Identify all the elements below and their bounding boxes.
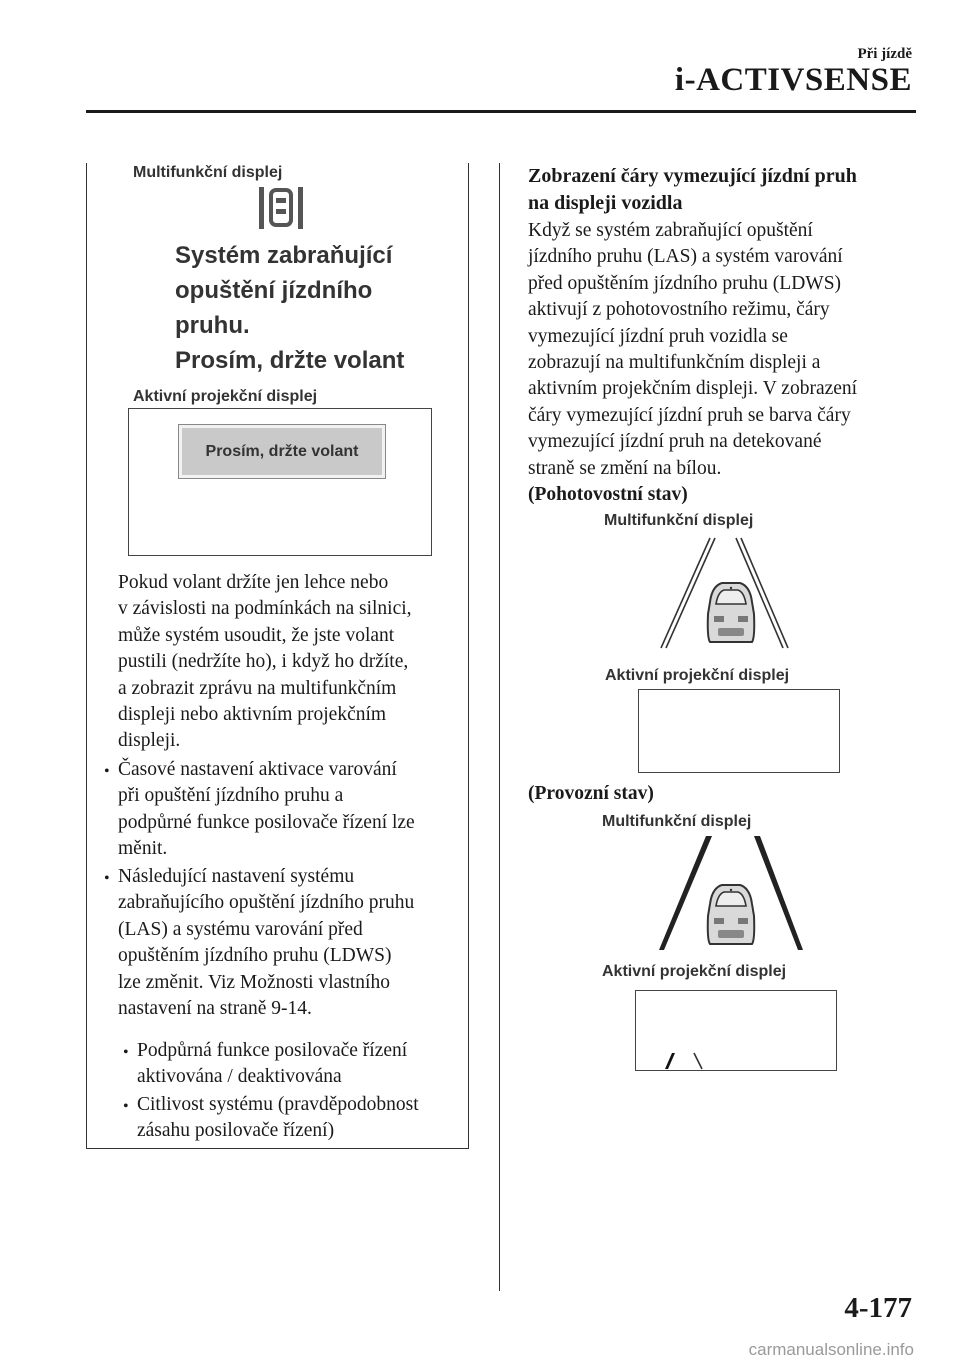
- mfd-message-line: opuštění jízdního: [175, 277, 373, 304]
- lane-keep-hands-icon: [257, 186, 305, 230]
- chapter-title: i-ACTIVSENSE: [674, 62, 912, 98]
- heading-line: Zobrazení čáry vymezující jízdní pruh: [528, 165, 857, 187]
- hud-label: Aktivní projekční displej: [602, 963, 787, 980]
- mfd-warning-message: [175, 238, 404, 378]
- hud-lane-lines-icon: [664, 1052, 706, 1070]
- standby-heading: (Pohotovostní stav): [528, 484, 688, 505]
- standby-car-lanes-icon: [660, 536, 790, 650]
- section-heading: [528, 163, 857, 217]
- text-line: měnit.: [118, 838, 168, 860]
- text-line: displeji nebo aktivním projekčním: [118, 704, 387, 726]
- text-line: opuštěním jízdního pruhu (LDWS): [118, 945, 392, 967]
- right-paragraph: [528, 218, 857, 482]
- mfd-message-line: pruhu.: [175, 312, 250, 339]
- text-line: před opuštěním jízdního pruhu (LDWS): [528, 272, 842, 294]
- text-line: Když se systém zabraňující opuštění: [528, 220, 813, 241]
- text-line: Pokud volant držíte jen lehce nebo: [118, 572, 389, 593]
- bullet-item-settings: [118, 864, 414, 1022]
- bullet-dot-icon: •: [104, 870, 110, 887]
- bullet-item-timing: [118, 757, 415, 863]
- text-line: zabraňujícího opuštění jízdního pruhu: [118, 892, 415, 914]
- mfd-label: Multifunkční displej: [133, 164, 283, 181]
- sub-bullet-dot-icon: •: [123, 1044, 129, 1061]
- heading-line: na displeji vozidla: [528, 192, 683, 214]
- text-line: lze změnit. Viz Možnosti vlastního: [118, 971, 390, 993]
- text-line: vymezující jízdní pruh vozidla se: [528, 325, 788, 347]
- sub-bullet-dot-icon: •: [123, 1098, 129, 1115]
- text-line: vymezující jízdní pruh na detekované: [528, 431, 822, 453]
- hud-warning-message: Prosím, držte volant: [179, 425, 385, 478]
- operating-heading: (Provozní stav): [528, 783, 654, 804]
- text-line: aktivována / deaktivována: [137, 1066, 342, 1088]
- operating-car-lanes-icon: [658, 834, 804, 952]
- text-line: v závislosti na podmínkách na silnici,: [118, 598, 412, 620]
- text-line: displeji.: [118, 730, 181, 752]
- sub-bullet-sensitivity: [137, 1092, 419, 1145]
- mfd-message-line: Prosím, držte volant: [175, 347, 405, 374]
- text-line: Podpůrná funkce posilovače řízení: [137, 1040, 408, 1061]
- text-line: čáry vymezující jízdní pruh se barva čáry: [528, 404, 851, 426]
- column-divider: [499, 163, 500, 1291]
- text-line: při opuštění jízdního pruhu a: [118, 785, 344, 807]
- text-line: (LAS) a systému varování před: [118, 918, 363, 940]
- hud-label: Aktivní projekční displej: [133, 388, 318, 405]
- mfd-message-line: Systém zabraňující: [175, 242, 393, 269]
- mfd-label: Multifunkční displej: [602, 813, 752, 830]
- text-line: aktivují z pohotovostního režimu, čáry: [528, 299, 830, 321]
- text-line: nastavení na straně 9-14.: [118, 998, 312, 1020]
- text-line: zobrazují na multifunkčním displeji a: [528, 352, 821, 374]
- text-line: pustili (nedržíte ho), i když ho držíte,: [118, 651, 409, 673]
- sub-bullet-assist: [137, 1038, 407, 1091]
- text-line: může systém usoudit, že jste volant: [118, 624, 395, 646]
- text-line: Časové nastavení aktivace varování: [118, 759, 397, 780]
- text-line: a zobrazit zprávu na multifunkčním: [118, 677, 397, 699]
- text-line: straně se změní na bílou.: [528, 457, 722, 479]
- bullet-dot-icon: •: [104, 763, 110, 780]
- header-rule: [86, 110, 916, 113]
- text-line: podpůrné funkce posilovače řízení lze: [118, 811, 415, 833]
- mfd-label: Multifunkční displej: [604, 512, 754, 529]
- left-paragraph: [118, 570, 412, 755]
- text-line: aktivním projekčním displeji. V zobrazení: [528, 378, 858, 400]
- page-number: 4-177: [844, 1292, 912, 1324]
- standby-hud-frame: [638, 689, 840, 773]
- hud-label: Aktivní projekční displej: [605, 667, 790, 684]
- section-title: Při jízdě: [857, 46, 912, 62]
- text-line: Následující nastavení systému: [118, 866, 355, 887]
- text-line: zásahu posilovače řízení): [137, 1120, 335, 1142]
- text-line: jízdního pruhu (LAS) a systém varování: [528, 246, 843, 268]
- text-line: Citlivost systému (pravděpodobnost: [137, 1094, 419, 1115]
- watermark: carmanualsonline.info: [748, 1340, 914, 1359]
